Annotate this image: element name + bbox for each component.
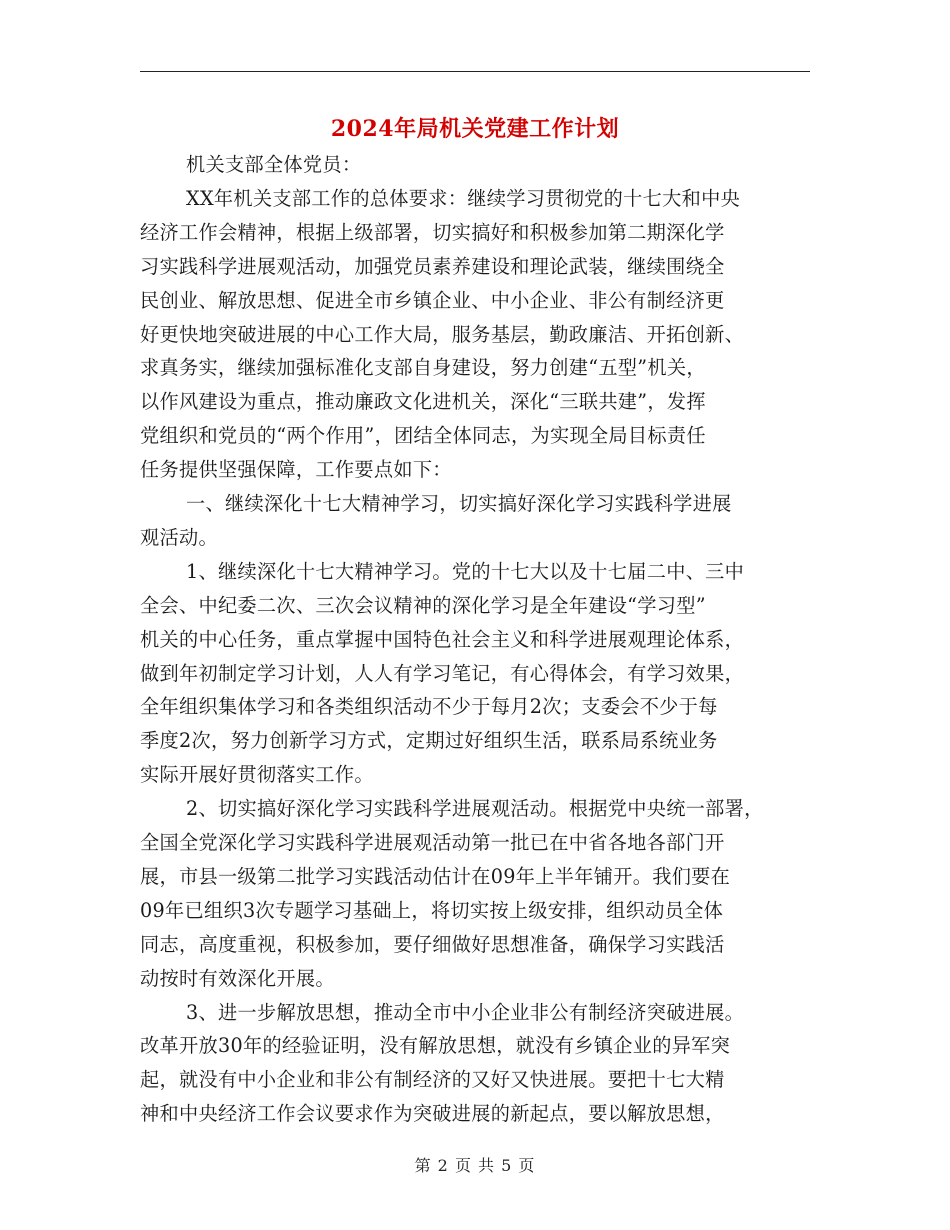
body-text-line: 实际开展好贯彻落实工作。 (140, 763, 374, 786)
body-text-line: 党组织和党员的“两个作用”，团结全体同志，为实现全局目标责任 (140, 424, 706, 447)
header-rule (140, 71, 810, 72)
body-text-line: 2、切实搞好深化学习实践科学进展观活动。根据党中央统一部署， (186, 797, 764, 820)
body-text-line: 求真务实，继续加强标准化支部自身建设，努力创建“五型”机关， (140, 356, 706, 379)
body-text-line: 一、继续深化十七大精神学习，切实搞好深化学习实践科学进展 (186, 492, 732, 515)
body-text-line: 同志，高度重视，积极参加，要仔细做好思想准备，确保学习实践活 (140, 933, 725, 956)
body-text-line: 全会、中纪委二次、三次会议精神的深化学习是全年建设“学习型” (140, 594, 706, 617)
body-text-line: 全年组织集体学习和各类组织活动不少于每月2次；支委会不少于每 (140, 695, 718, 718)
body-text-line: 经济工作会精神，根据上级部署，切实搞好和积极参加第二期深化学 (140, 221, 725, 244)
body-text-line: 1、继续深化十七大精神学习。党的十七大以及十七届二中、三中 (186, 560, 745, 583)
body-text-line: 观活动。 (140, 526, 218, 549)
body-text-line: 以作风建设为重点，推动廉政文化进机关，深化“三联共建”，发挥 (140, 390, 706, 413)
body-text-line: 民创业、解放思想、促进全市乡镇企业、中小企业、非公有制经济更 (140, 289, 725, 312)
body-text-line: 09年已组织3次专题学习基础上，将切实按上级安排，组织动员全体 (140, 899, 724, 922)
body-text-line: 3、进一步解放思想，推动全市中小企业非公有制经济突破进展。 (186, 1001, 745, 1024)
body-text-line: 起，就没有中小企业和非公有制经济的又好又快进展。要把十七大精 (140, 1068, 725, 1091)
body-text-line: 全国全党深化学习实践科学进展观活动第一批已在中省各地各部门开 (140, 831, 725, 854)
body-text-line: 神和中央经济工作会议要求作为突破进展的新起点，要以解放思想， (140, 1102, 725, 1125)
body-text-line: XX年机关支部工作的总体要求：继续学习贯彻党的十七大和中央 (186, 187, 741, 210)
body-text-line: 季度2次，努力创新学习方式，定期过好组织生活，联系局系统业务 (140, 729, 718, 752)
document-title: 2024年局机关党建工作计划 (330, 116, 620, 142)
page-number-footer: 第 2 页 共 5 页 (414, 1156, 536, 1175)
body-text-line: 展，市县一级第二批学习实践活动估计在09年上半年铺开。我们要在 (140, 865, 731, 888)
body-text-line: 好更快地突破进展的中心工作大局，服务基层，勤政廉洁、开拓创新、 (140, 323, 745, 346)
body-text-line: 做到年初制定学习计划，人人有学习笔记，有心得体会，有学习效果， (140, 662, 745, 685)
body-text-line: 习实践科学进展观活动，加强党员素养建设和理论武装，继续围绕全 (140, 255, 725, 278)
body-text-line: 机关支部全体党员： (186, 153, 362, 176)
body-text-line: 改革开放30年的经验证明，没有解放思想，就没有乡镇企业的异军突 (140, 1034, 731, 1057)
body-text-line: 动按时有效深化开展。 (140, 967, 335, 990)
body-text-line: 机关的中心任务，重点掌握中国特色社会主义和科学进展观理论体系， (140, 628, 745, 651)
body-text-line: 任务提供坚强保障，工作要点如下： (140, 458, 452, 481)
